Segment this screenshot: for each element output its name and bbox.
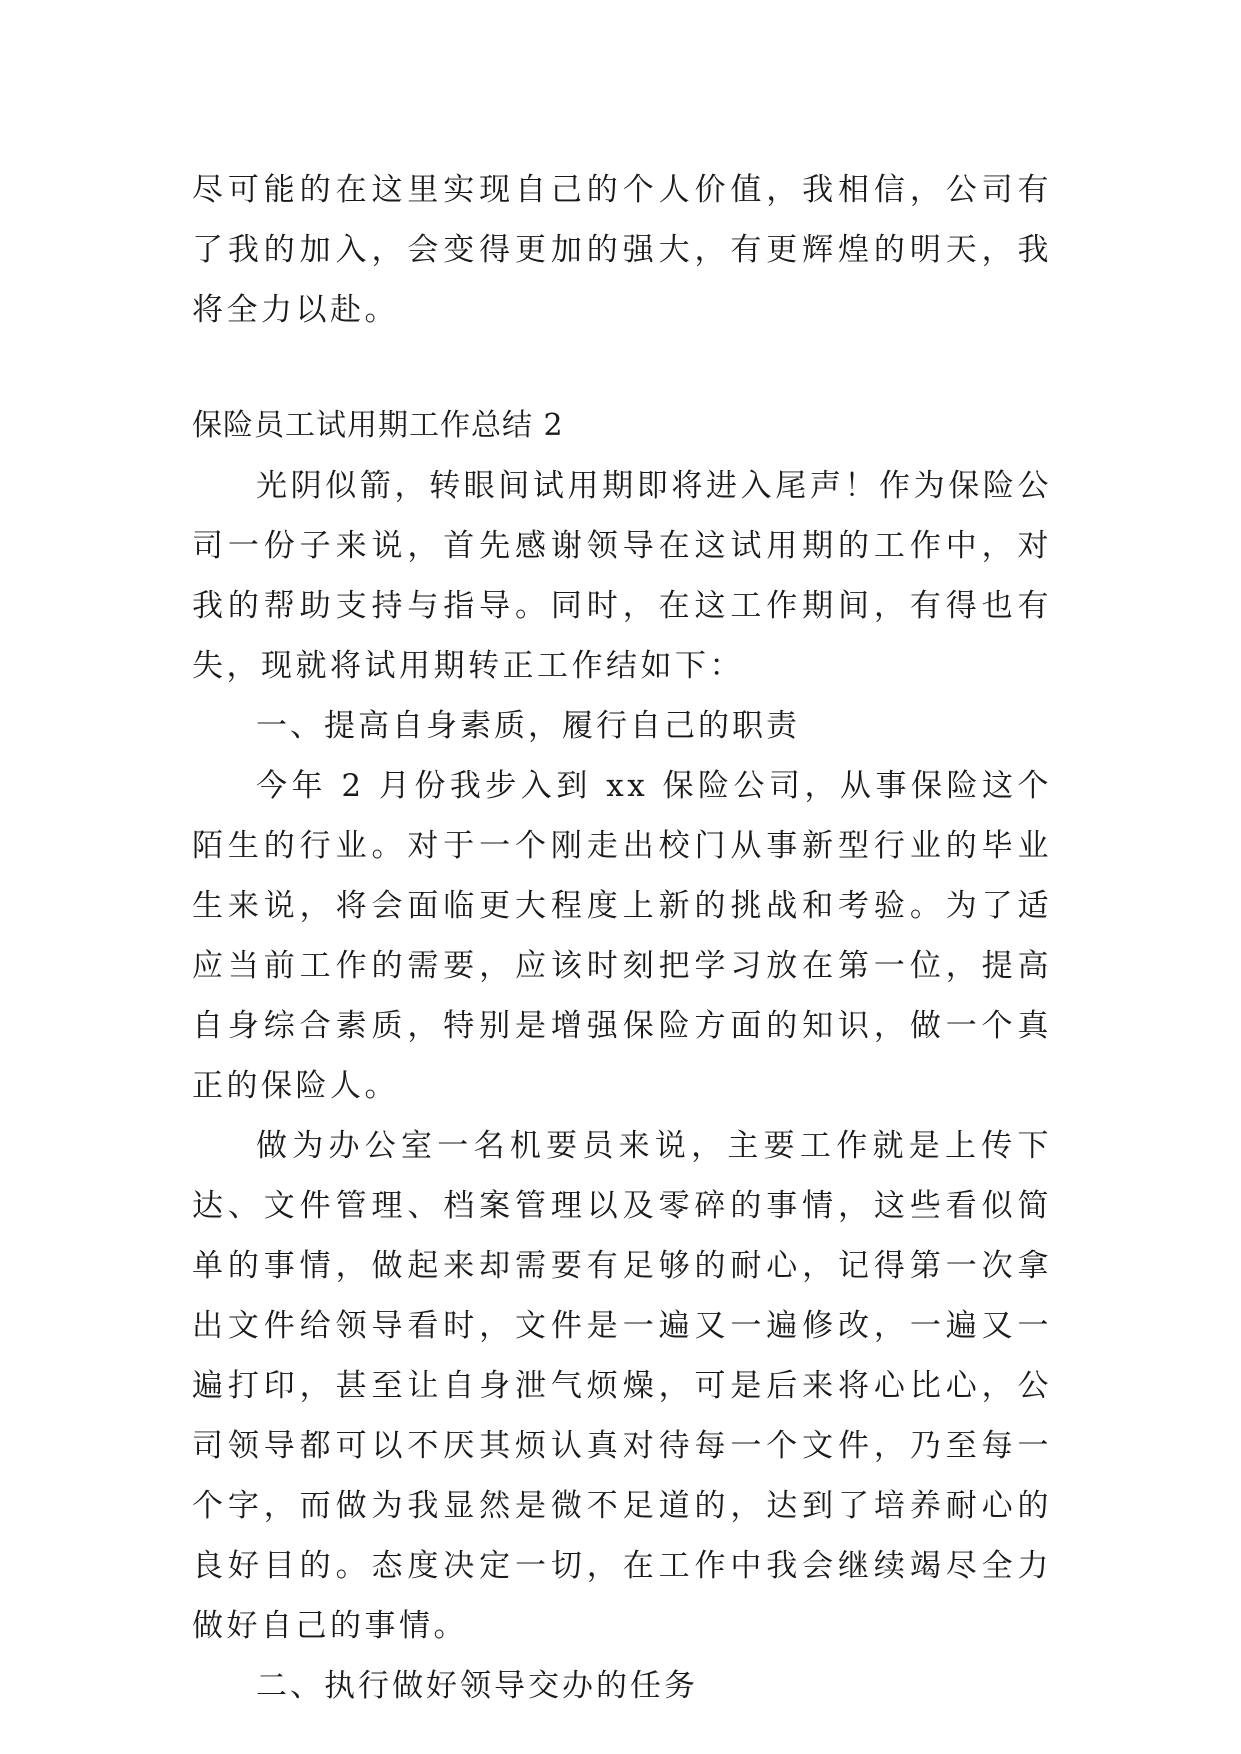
- heading-improve-quality: 一、提高自身素质，履行自己的职责: [256, 708, 800, 744]
- document-body: [192, 160, 1052, 1716]
- paragraph-joining-company: 今年 2 月份我步入到 xx 保险公司，从事保险这个陌生的行业。对于一个刚走出校门从事新型行业的毕业生来说，将会面临更大程度上新的挑战和考验。为了适应当前工作的需要，应该时刻把学习放在第一位，提高自身综合素质，特别是增强保险方面的知识，做一个真正的保险人。: [192, 768, 1052, 1104]
- heading-execute-tasks: 二、执行做好领导交办的任务: [256, 1668, 698, 1704]
- paragraph-intro: 光阴似箭，转眼间试用期即将进入尾声！作为保险公司一份子来说，首先感谢领导在这试用期的工作中，对我的帮助支持与指导。同时，在这工作期间，有得也有失，现就将试用期转正工作结如下：: [192, 468, 1052, 684]
- paragraph-office-work: 做为办公室一名机要员来说，主要工作就是上传下达、文件管理、档案管理以及零碎的事情，这些看似简单的事情，做起来却需要有足够的耐心，记得第一次拿出文件给领导看时，文件是一遍又一遍修改，一遍又一遍打印，甚至让自身泄气烦燥，可是后来将心比心，公司领导都可以不厌其烦认真对待每一个文件，乃至每一个字，而做为我显然是微不足道的，达到了培养耐心的良好目的。态度决定一切，在工作中我会继续竭尽全力做好自己的事情。: [192, 1128, 1052, 1644]
- section-title: 保险员工试用期工作总结 2: [192, 408, 564, 443]
- paragraph-continuation: 尽可能的在这里实现自己的个人价值，我相信，公司有了我的加入，会变得更加的强大，有更辉煌的明天，我将全力以赴。: [192, 172, 1052, 328]
